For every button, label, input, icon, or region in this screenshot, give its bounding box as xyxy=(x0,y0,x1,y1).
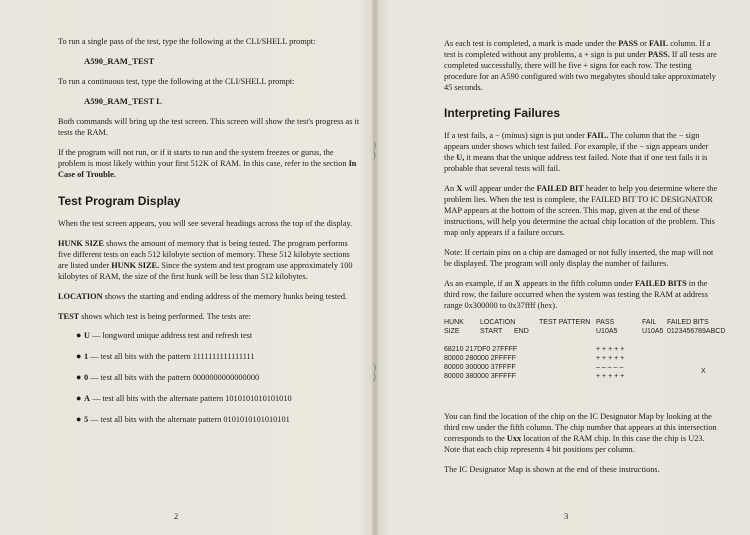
table-header-size: SIZE xyxy=(444,328,460,335)
gutter-mark: ) ⟩ xyxy=(373,140,377,160)
right-page xyxy=(378,0,750,535)
table-header-pass-sub: U10A5 xyxy=(596,328,618,335)
paragraph-hunk-size: HUNK SIZE shows the amount of memory that is being tested. The program performs five different tests on each 512 kilobyte section of memory. These 512 kilobyte sections are listed under HUNK SIZE. Since the system and test program use approximately 100 kilobytes of RAM, the size of the first hunk will be less than 512 kilobytes. xyxy=(58,239,353,281)
table-row-pass: + + + + + xyxy=(596,373,625,380)
paragraph-gurus: If the program will not run, or if it starts to run and the system freezes or gurus, the problem is most likely within your first 512K of RAM. In this case, refer to the section In Case of Trouble. xyxy=(58,148,357,179)
heading-test-program-display: Test Program Display xyxy=(58,194,181,208)
paragraph-continuous: To run a continuous test, type the following at the CLI/SHELL prompt: xyxy=(58,77,295,86)
heading-interpreting-failures: Interpreting Failures xyxy=(444,106,561,120)
table-row-failed-bit-x: X xyxy=(701,368,706,375)
table-header-end: END xyxy=(514,328,529,335)
list-item: ● A — test all bits with the alternate pattern 1010101010101010 xyxy=(76,393,292,403)
table-row-pass: + + + + + xyxy=(596,355,625,362)
table-header-test-pattern: TEST PATTERN xyxy=(539,319,591,326)
table-header-start: START xyxy=(480,328,503,335)
command-continuous: A590_RAM_TEST L xyxy=(84,96,162,106)
paragraph-note: Note: If certain pins on a chip are damaged or not fully inserted, the map will not be displayed. The program will only display the number of failures. xyxy=(444,248,714,268)
paragraph-both-commands: Both commands will bring up the test screen. This screen will show the test's progress as it tests the RAM. xyxy=(58,117,360,137)
command-single: A590_RAM_TEST xyxy=(84,56,155,66)
table-row: 80000 280000 2FFFFF xyxy=(444,355,517,362)
page-number: 2 xyxy=(174,511,179,521)
table-row: 68210 217DF0 27FFFF xyxy=(444,346,518,353)
table-row-pass: – – – – – xyxy=(596,364,624,371)
paragraph-single-pass: To run a single pass of the test, type the following at the CLI/SHELL prompt: xyxy=(58,37,316,46)
left-page xyxy=(0,0,372,535)
table-header-hunk: HUNK xyxy=(444,319,464,326)
list-item: ● U — longword unique address test and refresh test xyxy=(76,330,253,340)
list-item: ● 5 — test all bits with the alternate pattern 0101010101010101 xyxy=(76,414,290,424)
paragraph-find-chip: You can find the location of the chip on the IC Designator Map by looking at the third row under the fifth column. The chip number that appears at this intersection corresponds to the Uxx location of the RAM chip. In this case the chip is U23. Note that each chip represents 4 bit positions per column. xyxy=(444,412,717,454)
table-row: 80000 300000 37FFFF xyxy=(444,364,516,371)
table-header-fail-sub: U10A5 xyxy=(642,328,664,335)
table-header-failed-bits-sub: 0123456789ABCD xyxy=(667,328,726,335)
list-item: ● 0 — test all bits with the pattern 0000000000000000 xyxy=(76,372,260,382)
paragraph-example: As an example, if an X appears in the fifth column under FAILED BITS in the third row, the failure occurred when the system was testing the RAM at address range 0x300000 to 0x37ffff (hex). xyxy=(444,279,708,310)
paragraph-location: LOCATION shows the starting and ending address of the memory hunks being tested. xyxy=(58,292,348,301)
paragraph-map-end: The IC Designator Map is shown at the end of these instructions. xyxy=(444,465,660,474)
paragraph-pass-fail-mark: As each test is completed, a mark is made under the PASS or FAIL column. If a test is completed without any problems, a + sign is put under PASS. If all tests are completed successfully, there will be five + signs for each row. The testing procedure for an A590 configured with two megabytes should take approximately 45 seconds. xyxy=(444,39,717,92)
paragraph-test-fails: If a test fails, a − (minus) sign is put under FAIL. The column that the − sign appears under shows which test failed. For example, if the − sign appears under the U, it means that the unique address test failed. Note that if one test fails it is probable that several tests will fail. xyxy=(444,131,709,173)
paragraph-screen-appears: When the test screen appears, you will see several headings across the top of the display. xyxy=(58,219,353,228)
gutter-mark: ) ⟩ xyxy=(373,362,377,382)
table-row-pass: + + + + + xyxy=(596,346,625,353)
table-row: 80000 380000 3FFFFF xyxy=(444,373,517,380)
results-table xyxy=(444,319,726,403)
table-header-fail: FAIL xyxy=(642,319,657,326)
test-list xyxy=(58,330,360,425)
table-header-location: LOCATION xyxy=(480,319,516,326)
paragraph-test: TEST shows which test is being performed. The tests are: xyxy=(58,312,251,321)
page-number: 3 xyxy=(564,511,569,521)
table-header-pass: PASS xyxy=(596,319,615,326)
paragraph-failed-bit: An X will appear under the FAILED BIT header to help you determine where the problem lies. When the test is complete, the FAILED BIT TO IC DESIGNATOR MAP appears at the bottom of the screen. This map, given at the end of these instructions, will help you determine the actual chip location of the problem. This map only appears if a failure occurs. xyxy=(444,184,718,237)
table-header-failed-bits: FAILED BITS xyxy=(667,319,709,326)
list-item: ● 1 — test all bits with the pattern 1111111111111111 xyxy=(76,351,255,361)
